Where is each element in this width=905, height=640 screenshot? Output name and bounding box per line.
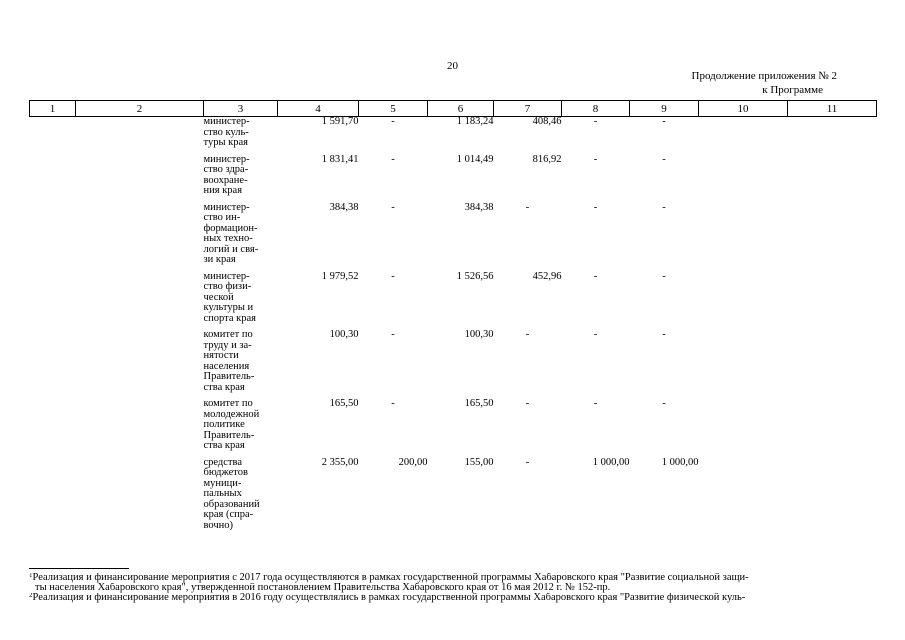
total-cell: 1 831,41 (321, 153, 359, 165)
footnotes (29, 568, 879, 603)
column-header: 6 (428, 101, 494, 117)
appendix-line-2: к Программе (762, 84, 823, 96)
table-row (30, 272, 877, 325)
table-cell: - (593, 270, 598, 282)
executor-name: министер- ство здра- воохране- ния края (203, 153, 250, 196)
table-row (30, 330, 877, 393)
total-cell: 165,50 (329, 398, 359, 409)
executor-name: министер- ство ин- формацион- ных техно- логий и свя- зи края (203, 201, 259, 265)
table-cell: 165,50 (464, 398, 494, 409)
table-cell: 1 014,49 (456, 153, 494, 165)
appendix-line-1: Продолжение приложения № 2 (691, 70, 837, 82)
table-cell: - (593, 398, 598, 409)
table-cell: - (593, 329, 598, 340)
table-row (30, 399, 877, 452)
table-cell: 816,92 (532, 153, 562, 165)
table-cell: - (525, 456, 530, 468)
table-header-row (30, 101, 877, 117)
table-cell: - (525, 329, 530, 340)
appendix-caption (692, 69, 837, 97)
executor-name: министер- ство физи- ческой культуры и спорта края (203, 270, 256, 324)
table-row (30, 458, 877, 532)
table-cell: 200,00 (398, 456, 428, 468)
column-header: 4 (278, 101, 359, 117)
executor-name: комитет по молодежной политике Правитель- ства края (203, 398, 260, 451)
total-cell: 384,38 (329, 201, 359, 213)
program-table (29, 100, 877, 531)
table-cell: 1 000,00 (661, 456, 699, 468)
footnote-separator (29, 568, 129, 569)
footnote-mark: 1 (29, 573, 33, 579)
table-cell: - (391, 329, 395, 340)
total-cell: 100,30 (329, 329, 359, 340)
table-cell: - (593, 116, 598, 127)
table-cell: - (525, 398, 530, 409)
executor-name: комитет по труду и за- нятости населения Правитель- ства края (203, 329, 255, 393)
total-cell: 1 979,52 (321, 270, 359, 282)
total-cell: 1 591,70 (321, 116, 359, 127)
table-cell: - (391, 116, 395, 127)
footnote-1-continuation: ты населения Хабаровского края", утвержденной постановлением Правительства Хабаровского края от 16 мая 2012 г. № 152-пр. (35, 583, 611, 593)
table-cell: - (391, 398, 395, 409)
table-cell: - (662, 201, 666, 213)
table-row (30, 203, 877, 266)
table-cell: 1 183,24 (456, 116, 494, 127)
column-header: 2 (76, 101, 204, 117)
table-cell: 155,00 (464, 456, 494, 468)
executor-name: министер- ство куль- туры края (203, 116, 250, 148)
footnote-mark: 2 (29, 593, 33, 599)
column-header: 9 (630, 101, 699, 117)
table-cell: 1 000,00 (592, 456, 630, 468)
table-cell: - (593, 201, 598, 213)
column-header: 7 (494, 101, 562, 117)
table-cell: - (662, 116, 666, 127)
table-row (30, 117, 877, 149)
table-cell: - (391, 153, 395, 165)
footnote-1: $^1$Реализация и финансирование мероприятия с 2017 года осуществляются в рамках государственной программы Хабаровского края "Развитие социальной защи- (29, 573, 749, 583)
footnote-2: $^2$Реализация и финансирование мероприятия в 2016 году осуществлялись в рамках государственной программы Хабаровского края "Развитие физической куль- (29, 593, 746, 603)
table-cell: 100,30 (464, 329, 494, 340)
table-cell: - (391, 270, 395, 282)
table-cell: 384,38 (464, 201, 494, 213)
executor-name: средства бюджетов муници- пальных образований края (спра- вочно) (203, 456, 260, 531)
column-header: 5 (359, 101, 428, 117)
page-number: 20 (447, 60, 458, 72)
table-cell: 1 526,56 (456, 270, 494, 282)
total-cell: 2 355,00 (321, 456, 359, 468)
column-header: 8 (562, 101, 630, 117)
table-cell: - (391, 201, 395, 213)
column-header: 3 (204, 101, 278, 117)
column-header: 1 (30, 101, 76, 117)
table-cell: - (662, 398, 666, 409)
table-cell: - (662, 329, 666, 340)
table-cell: 408,46 (532, 116, 562, 127)
table-cell: - (525, 201, 530, 213)
table-row (30, 155, 877, 197)
table-cell: - (662, 270, 666, 282)
column-header: 10 (699, 101, 788, 117)
table-cell: - (662, 153, 666, 165)
table-cell: 452,96 (532, 270, 562, 282)
table-cell: - (593, 153, 598, 165)
column-header: 11 (788, 101, 877, 117)
